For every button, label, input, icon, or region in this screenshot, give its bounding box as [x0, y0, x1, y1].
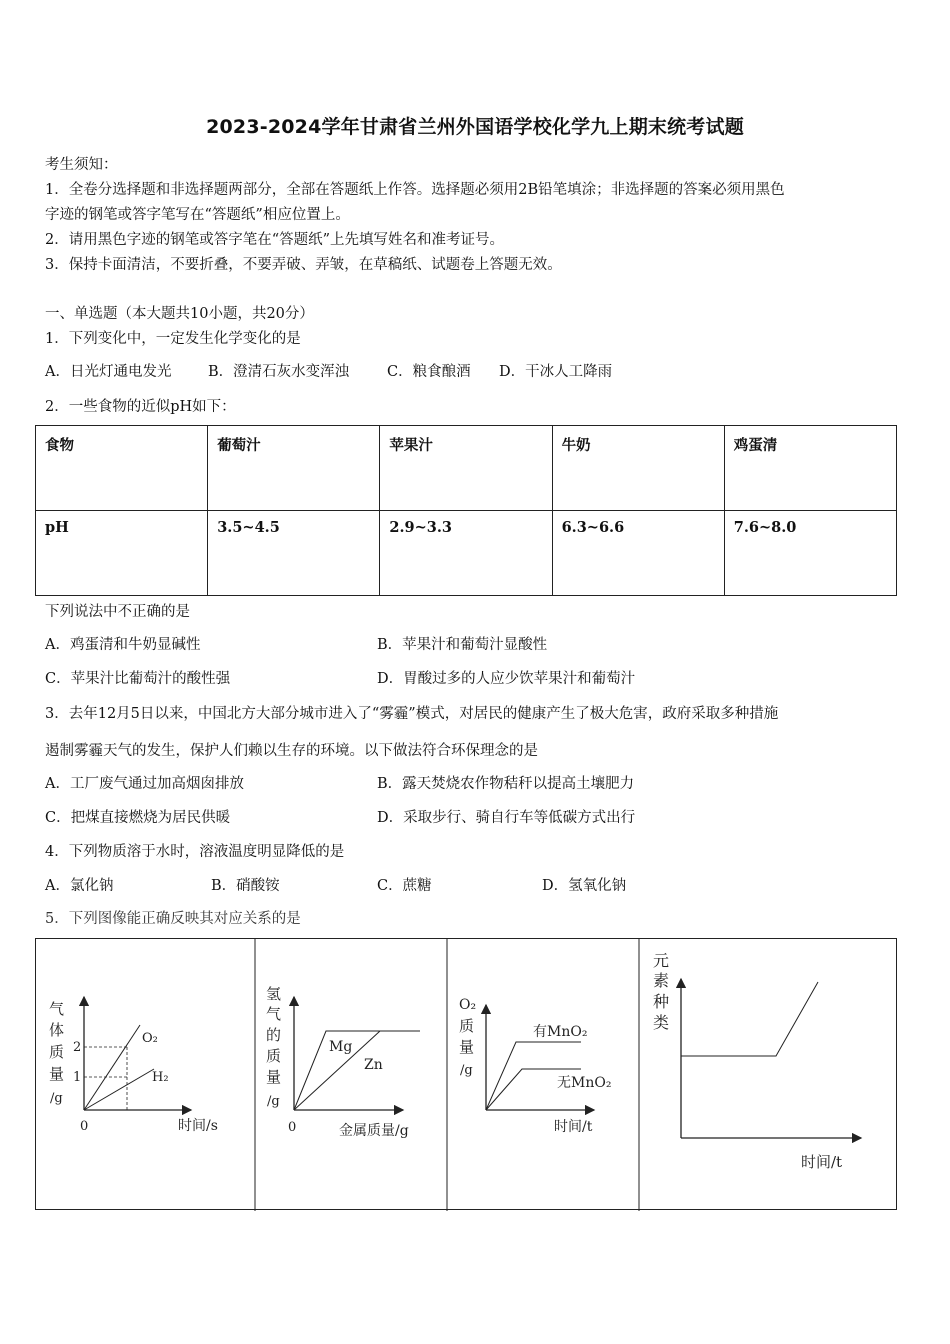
- graph-a-ylabel: 量: [49, 1065, 65, 1083]
- graph-d-ylabel: 素: [653, 971, 670, 990]
- graph-b-ylabel: 氢: [266, 985, 282, 1003]
- q3-option-d[interactable]: D．采取步行、骑自行车等低碳方式出行: [377, 810, 636, 826]
- q3-option-c[interactable]: C．把煤直接燃烧为居民供暖: [45, 810, 231, 826]
- q5-stem: 5．下列图像能正确反映其对应关系的是: [45, 911, 301, 927]
- graph-b-ylabel: 量: [266, 1068, 282, 1086]
- table-cell: pH: [36, 511, 208, 596]
- graph-b: [266, 985, 420, 1139]
- q4-stem: 4．下列物质溶于水时，溶液温度明显降低的是: [45, 844, 345, 860]
- graph-d-line: [681, 982, 818, 1056]
- q1-option-a[interactable]: A．日光灯通电发光: [45, 364, 172, 380]
- q1-option-b[interactable]: B．澄清石灰水变浑浊: [208, 364, 350, 380]
- q1-option-c[interactable]: C．粮食酿酒: [387, 364, 471, 380]
- graph-a-h2-line: [84, 1069, 154, 1110]
- graph-a-series-o2: O₂: [142, 1031, 158, 1046]
- table-row: [36, 511, 897, 596]
- graph-a-ylabel: 气: [49, 1000, 65, 1018]
- table-cell: 7.6~8.0: [724, 511, 896, 596]
- table-header-row: [36, 426, 897, 511]
- table-cell: 鸡蛋清: [724, 426, 896, 511]
- q2-option-d[interactable]: D．胃酸过多的人应少饮苹果汁和葡萄汁: [377, 671, 636, 687]
- graph-a-tick-2: 2: [73, 1040, 82, 1055]
- graph-c-ylabel: /g: [460, 1063, 473, 1078]
- graph-a-ylabel: 质: [49, 1043, 65, 1061]
- graph-c-series-without-mno2: 无MnO₂: [557, 1075, 612, 1091]
- graph-c-ylabel: O₂: [459, 997, 477, 1013]
- graph-d-ylabel: 元: [653, 951, 670, 970]
- section-heading: 一、单选题（本大题共10小题，共20分）: [45, 306, 314, 322]
- graph-b-ylabel: /g: [267, 1094, 280, 1109]
- graph-b-ylabel: 质: [266, 1047, 282, 1065]
- graph-b-origin: 0: [288, 1120, 297, 1135]
- graph-d: [653, 951, 861, 1171]
- graph-b-mg-line: [294, 1031, 420, 1110]
- ph-table: [35, 425, 897, 596]
- graph-c: [459, 997, 611, 1135]
- q2-stem: 2．一些食物的近似pH如下：: [45, 399, 236, 415]
- q1-option-d[interactable]: D．干冰人工降雨: [499, 364, 613, 380]
- q4-option-b[interactable]: B．硝酸铵: [211, 878, 280, 894]
- graph-a-tick-1: 1: [73, 1070, 82, 1085]
- q3-option-b[interactable]: B．露天焚烧农作物秸秆以提高土壤肥力: [377, 776, 635, 792]
- table-cell: 葡萄汁: [208, 426, 380, 511]
- graph-b-series-mg: Mg: [329, 1039, 353, 1055]
- graph-b-ylabel: 气: [266, 1005, 282, 1023]
- q2-option-a[interactable]: A．鸡蛋清和牛奶显碱性: [45, 637, 201, 653]
- table-cell: 2.9~3.3: [380, 511, 552, 596]
- graph-a-o2-line: [84, 1025, 140, 1110]
- table-cell: 3.5~4.5: [208, 511, 380, 596]
- notice-item-3: 3．保持卡面清洁，不要折叠，不要弄破、弄皱，在草稿纸、试题卷上答题无效。: [45, 257, 562, 273]
- q2-option-b[interactable]: B．苹果汁和葡萄汁显酸性: [377, 637, 548, 653]
- page-title: 2023-2024学年甘肃省兰州外国语学校化学九上期末统考试题: [206, 116, 744, 138]
- graph-a-ylabel: /g: [50, 1091, 63, 1106]
- graph-c-ylabel: 量: [459, 1038, 475, 1056]
- notice-item-1-cont: 字迹的钢笔或答字笔写在“答题纸”相应位置上。: [45, 207, 350, 223]
- graph-d-ylabel: 类: [653, 1013, 670, 1032]
- q2-option-c[interactable]: C．苹果汁比葡萄汁的酸性强: [45, 671, 231, 687]
- q4-option-a[interactable]: A．氯化钠: [45, 878, 114, 894]
- graph-a-series-h2: H₂: [152, 1070, 169, 1085]
- q5-graphs-svg: [36, 939, 898, 1211]
- notice-item-1: 1．全卷分选择题和非选择题两部分，全部在答题纸上作答。选择题必须用2B铅笔填涂；非选择题的答案必须用黑色: [45, 182, 785, 198]
- graph-b-series-zn: Zn: [364, 1057, 383, 1073]
- table-cell: 苹果汁: [380, 426, 552, 511]
- graph-a-xlabel: 时间/s: [178, 1118, 218, 1134]
- q3-stem-cont: 遏制雾霾天气的发生，保护人们赖以生存的环境。以下做法符合环保理念的是: [45, 743, 538, 759]
- notice-item-2: 2．请用黑色字迹的钢笔或答字笔在“答题纸”上先填写姓名和准考证号。: [45, 232, 505, 248]
- graph-c-ylabel: 质: [459, 1017, 475, 1035]
- graph-c-xlabel: 时间/t: [554, 1119, 593, 1135]
- table-cell: 6.3~6.6: [552, 511, 724, 596]
- graph-b-xlabel: 金属质量/g: [339, 1123, 409, 1139]
- q3-option-a[interactable]: A．工厂废气通过加高烟囱排放: [45, 776, 244, 792]
- graph-c-series-with-mno2: 有MnO₂: [533, 1024, 588, 1040]
- q1-stem: 1．下列变化中，一定发生化学变化的是: [45, 331, 301, 347]
- q4-option-d[interactable]: D．氢氧化钠: [542, 878, 627, 894]
- graph-d-ylabel: 种: [653, 992, 670, 1011]
- q2-question: 下列说法中不正确的是: [45, 604, 190, 620]
- q3-stem: 3．去年12月5日以来，中国北方大部分城市进入了“雾霾”模式，对居民的健康产生了极大危害，政府采取多种措施: [45, 706, 779, 722]
- graph-b-ylabel: 的: [266, 1026, 282, 1044]
- graph-a: [49, 997, 218, 1134]
- notice-heading: 考生须知：: [45, 157, 118, 173]
- graph-a-ylabel: 体: [49, 1021, 65, 1039]
- q4-option-c[interactable]: C．蔗糖: [377, 878, 432, 894]
- table-cell: 牛奶: [552, 426, 724, 511]
- q5-graphs-panel: [35, 938, 897, 1210]
- table-cell: 食物: [36, 426, 208, 511]
- graph-d-xlabel: 时间/t: [801, 1153, 843, 1171]
- graph-a-origin: 0: [80, 1119, 89, 1134]
